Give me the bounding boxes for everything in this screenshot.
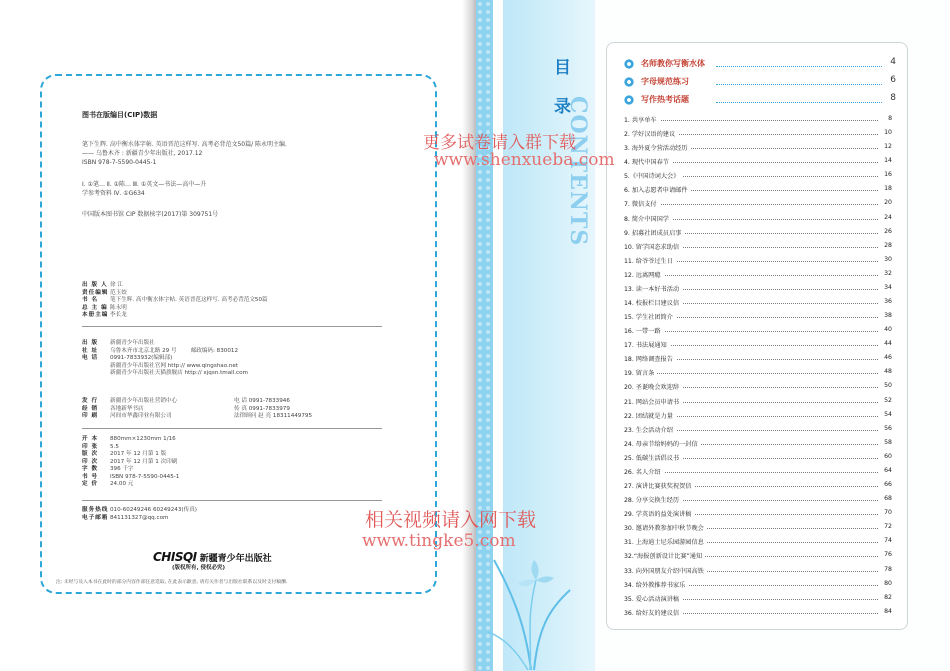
- toc-entry[interactable]: [624, 436, 892, 450]
- toc-entry-title: 14. 校报栏目建议信: [624, 298, 682, 307]
- toc-entry-title: 32.“海报创新设计比赛”通知: [624, 551, 705, 560]
- toc-entry[interactable]: [624, 492, 892, 506]
- toc-entry[interactable]: [624, 168, 892, 182]
- watermark-url: www.shenxueba.com: [434, 150, 615, 170]
- bullet-circle-icon: [624, 95, 634, 105]
- cip-line: Ⅰ. ①笔… Ⅱ. ①陈… Ⅲ. ①英文—书法—高中—升: [82, 181, 207, 188]
- toc-entry[interactable]: [624, 379, 892, 393]
- toc-entry[interactable]: [624, 309, 892, 323]
- toc-entry-title: 17. 书法展通知: [624, 340, 670, 349]
- info-value: 乌鲁木齐市北京北路 29 号: [110, 347, 177, 354]
- info-key: 电子邮箱: [82, 514, 109, 521]
- info-row: [82, 474, 179, 482]
- info-row: [82, 436, 179, 444]
- toc-entry-title: 29. 学英语的益处演讲稿: [624, 509, 695, 518]
- info-value: 新疆青少年出版社营销中心: [110, 398, 178, 404]
- toc-entry-title: 35. 爱心活动演讲稿: [624, 594, 682, 603]
- toc-entry-title: 28. 分享交换生经历: [624, 495, 682, 504]
- toc-entry[interactable]: [624, 140, 892, 154]
- toc-entry[interactable]: [624, 323, 892, 337]
- info-value: 396 千字: [110, 466, 134, 472]
- section-label: 名师教你写衡水体: [641, 59, 705, 68]
- info-value: 各地新华书店: [110, 405, 144, 412]
- toc-entry-page: 24: [884, 213, 892, 221]
- toc-entry-page: 66: [884, 481, 892, 489]
- cip-record: [82, 140, 287, 167]
- info-row: [82, 348, 248, 356]
- toc-entry[interactable]: [624, 126, 892, 140]
- toc-entry-title: 36. 给好友的建议信: [624, 608, 682, 617]
- divider: [82, 326, 382, 327]
- toc-section-1[interactable]: [624, 58, 896, 72]
- specs-block: [82, 436, 179, 489]
- info-value: 范玉姣: [110, 289, 127, 296]
- toc-entry-title: 16. 一带一路: [624, 326, 664, 335]
- toc-entry[interactable]: [624, 563, 892, 577]
- toc-entry-page: 68: [884, 495, 892, 503]
- toc-entry-title: 12. 远离网瘾: [624, 270, 664, 279]
- leader-dots: [630, 472, 878, 473]
- toc-entry-title: 5.《中国诗词大会》: [624, 171, 682, 180]
- toc-entry-page: 26: [884, 227, 892, 235]
- info-key: 字 数: [82, 466, 99, 472]
- info-value-extra: 法律顾问 赵 亮 18311449795: [234, 413, 313, 419]
- toc-entry-title: 20. 圣诞晚会欢迎辞: [624, 382, 682, 391]
- info-value: 徐 江: [110, 282, 123, 288]
- info-row: [82, 459, 179, 467]
- info-value: 880mm×1230mm 1/16: [110, 436, 176, 442]
- toc-entry[interactable]: [624, 196, 892, 210]
- cip-line: 学参考资料 Ⅳ. ①G634: [82, 190, 145, 197]
- toc-entry[interactable]: [624, 450, 892, 464]
- toc-entry[interactable]: [624, 422, 892, 436]
- toc-entry-page: 46: [884, 354, 892, 362]
- info-value: ISBN 978-7-5590-0445-1: [110, 473, 180, 480]
- toc-entries: [624, 112, 892, 619]
- cip-number: 中国版本图书馆 CIP 数据核字(2017)第 309751号: [82, 211, 219, 218]
- toc-entry-title: 30. 邀请外教参加中秋节晚会: [624, 523, 707, 532]
- toc-entry-page: 54: [884, 410, 892, 418]
- info-key: 印 刷: [82, 413, 99, 419]
- toc-entry-title: 18. 网络调查报告: [624, 354, 676, 363]
- section-page: 8: [890, 93, 896, 103]
- toc-entry-title: 21. 网站会员申请书: [624, 397, 682, 406]
- toc-entry-page: 28: [884, 241, 892, 249]
- toc-entry-page: 14: [884, 157, 892, 165]
- leader-dots: [630, 373, 878, 374]
- info-key: 发 行: [82, 398, 99, 404]
- spine-shadow: [462, 0, 476, 671]
- info-key: 责任编辑: [82, 289, 109, 296]
- contents-word: CONTENTS: [565, 96, 591, 247]
- cip-classification: [82, 180, 206, 198]
- info-key: 开 本: [82, 436, 99, 442]
- toc-entry[interactable]: [624, 534, 892, 548]
- toc-entry[interactable]: [624, 267, 892, 281]
- toc-entry-title: 4. 现代中国春节: [624, 157, 672, 166]
- publisher-block: [82, 340, 248, 378]
- info-row: [82, 413, 312, 421]
- info-value: 010-60249246 60249243(传真): [110, 507, 197, 513]
- toc-entry[interactable]: [624, 605, 892, 619]
- toc-entry-title: 3. 海外夏令营活动经历: [624, 143, 691, 152]
- watermark-text: 相关视频请入网下载: [365, 509, 537, 531]
- toc-entry[interactable]: [624, 112, 892, 126]
- info-row: [82, 398, 312, 406]
- info-row: [82, 481, 179, 489]
- toc-entry[interactable]: [624, 154, 892, 168]
- toc-entry-title: 10. 留学国态求助信: [624, 242, 682, 251]
- section-label: 写作热考话题: [641, 95, 689, 104]
- info-value: 李长龙: [110, 312, 127, 318]
- info-key: 电 话: [82, 355, 99, 361]
- info-row: [82, 515, 197, 523]
- toc-entry-page: 80: [884, 579, 892, 587]
- toc-entry[interactable]: [624, 225, 892, 239]
- footnote: 注: 未经与及入本书在此时的部分内容作部任意选取, 在此表示歉意, 请有关作者与出版社联系以及时支付稿酬.: [56, 580, 288, 585]
- info-key: 版 次: [82, 451, 99, 457]
- info-key: 出 版 人: [82, 282, 108, 288]
- info-value: 2017 年 12 月第 1 次印刷: [110, 458, 178, 465]
- info-key: 本册主编: [82, 312, 109, 318]
- toc-entry-title: 27. 演讲比赛获奖祝贺信: [624, 481, 695, 490]
- info-value: 841131327@qq.com: [110, 514, 169, 521]
- info-row: [82, 305, 268, 313]
- info-row: [82, 297, 268, 305]
- toc-entry-title: 34. 给外教推荐书家乐: [624, 580, 688, 589]
- info-row: [82, 451, 179, 459]
- leader-dots: [630, 331, 878, 332]
- info-row: [82, 466, 179, 474]
- toc-entry[interactable]: [624, 548, 892, 562]
- toc-entry[interactable]: [624, 281, 892, 295]
- toc-entry[interactable]: [624, 182, 892, 196]
- toc-entry[interactable]: [624, 239, 892, 253]
- info-value-extra: 传 真 0991-7833979: [234, 405, 290, 412]
- toc-entry[interactable]: [624, 464, 892, 478]
- bullet-circle-icon: [624, 77, 634, 87]
- section-page: 4: [890, 57, 896, 67]
- toc-entry-title: 6. 加入志愿者申请邮件: [624, 185, 691, 194]
- toc-entry[interactable]: [624, 478, 892, 492]
- info-value-extra: 电 话 0991-7833946: [234, 398, 290, 404]
- toc-entry-title: 11. 给爷爷过生日: [624, 256, 676, 265]
- toc-entry-page: 76: [884, 551, 892, 559]
- toc-entry-title: 9. 招募社团成员启事: [624, 228, 684, 237]
- toc-entry-page: 50: [884, 382, 892, 390]
- toc-entry-title: 22. 团结就是力量: [624, 411, 676, 420]
- info-value-extra: 邮政编码: 830012: [190, 347, 239, 354]
- leader-dots: [630, 275, 878, 276]
- toc-entry[interactable]: [624, 408, 892, 422]
- info-key: 社 址: [82, 347, 99, 354]
- toc-entry-page: 78: [884, 565, 892, 573]
- toc-entry-title: 24. 母亲节给妈妈的一封信: [624, 439, 701, 448]
- toc-entry-title: 25. 低碳生活倡议书: [624, 453, 682, 462]
- toc-entry-title: 33. 向外国朋友介绍中国高铁: [624, 566, 707, 575]
- toc-entry-page: 82: [884, 593, 892, 601]
- cip-title: 图书在版编目(CIP)数据: [82, 111, 158, 119]
- info-value: 24.00 元: [110, 481, 134, 487]
- info-value: 2017 年 12 月第 1 版: [110, 451, 167, 457]
- leader-dots: [630, 204, 878, 205]
- cip-line: ISBN 978-7-5590-0445-1: [82, 159, 157, 166]
- toc-entry[interactable]: [624, 506, 892, 520]
- toc-entry-page: 10: [884, 129, 892, 137]
- info-row: [82, 370, 248, 378]
- info-row: [82, 363, 248, 371]
- watermark-url: www.tingke5.com: [362, 531, 516, 551]
- toc-entry-page: 44: [884, 340, 892, 348]
- toc-entry-title: 2. 学好汉语的建议: [624, 129, 678, 138]
- toc-entry-title: 7. 微信支付: [624, 199, 660, 208]
- info-key: 印 次: [82, 458, 99, 465]
- section-page: 6: [890, 75, 896, 85]
- toc-entry[interactable]: [624, 591, 892, 605]
- info-row: [82, 355, 248, 363]
- toc-section-3[interactable]: [624, 94, 896, 108]
- info-key: 经 销: [82, 405, 99, 412]
- toc-entry-page: 70: [884, 509, 892, 517]
- info-key: 出 版: [82, 340, 99, 346]
- toc-entry-page: 34: [884, 283, 892, 291]
- info-key: 服务热线: [82, 507, 109, 513]
- toc-entry-page: 72: [884, 523, 892, 531]
- toc-entry[interactable]: [624, 253, 892, 267]
- toc-entry-page: 58: [884, 438, 892, 446]
- toc-entry-page: 56: [884, 424, 892, 432]
- info-value: 新疆青少年出版社天猫旗舰店 http:// xjqsn.tmall.com: [110, 370, 248, 376]
- toc-entry[interactable]: [624, 337, 892, 351]
- info-row: [82, 340, 248, 348]
- toc-heading: 目录: [550, 58, 570, 136]
- cip-line: 笔下生辉. 高中衡水体字帖. 英语晋范这样写. 高考必背范文50篇/ 陈永明主编.: [82, 141, 287, 148]
- toc-entry-page: 18: [884, 185, 892, 193]
- distribution-block: [82, 398, 312, 421]
- toc-entry-title: 8. 简介中国国学: [624, 214, 672, 223]
- info-row: [82, 507, 197, 515]
- info-row: [82, 282, 268, 290]
- toc-entry-title: 15. 学生社团简介: [624, 312, 676, 321]
- watermark-text: 更多试卷请入群下载: [423, 133, 576, 153]
- info-key: 书 名: [82, 297, 99, 303]
- info-value: 5.5: [110, 443, 119, 450]
- info-row: [82, 290, 268, 298]
- toc-entry-page: 64: [884, 466, 892, 474]
- toc-entry-page: 16: [884, 171, 892, 179]
- toc-entry-page: 38: [884, 312, 892, 320]
- toc-entry-page: 84: [884, 607, 892, 615]
- logo-mark: CHISQI: [153, 550, 197, 564]
- info-row: [82, 406, 312, 414]
- section-label: 字母规范练习: [641, 77, 689, 86]
- credits-block: [82, 282, 268, 320]
- info-value: 河间市华鑫印业有限公司: [110, 413, 172, 419]
- info-row: [82, 444, 179, 452]
- toc-entry-page: 20: [884, 199, 892, 207]
- toc-entry-page: 52: [884, 396, 892, 404]
- info-key: 书 号: [82, 473, 99, 480]
- info-value: 新疆青少年出版社官网 http:// www.qingshao.net: [110, 362, 238, 369]
- toc-entry[interactable]: [624, 520, 892, 534]
- toc-entry-page: 36: [884, 298, 892, 306]
- toc-entry-title: 1. 共享单车: [624, 115, 660, 124]
- toc-entry-page: 60: [884, 452, 892, 460]
- toc-entry-page: 74: [884, 537, 892, 545]
- rights-notice: (版权所有, 侵权必究): [172, 565, 226, 571]
- info-key: 印 张: [82, 443, 99, 450]
- toc-entry[interactable]: [624, 394, 892, 408]
- toc-entry-page: 40: [884, 326, 892, 334]
- toc-entry[interactable]: [624, 577, 892, 591]
- contact-block: [82, 507, 197, 522]
- toc-entry[interactable]: [624, 295, 892, 309]
- info-key: 定 价: [82, 481, 99, 487]
- info-value: 0991-7833932(编辑部): [110, 355, 173, 361]
- info-row: [82, 312, 268, 320]
- bullet-circle-icon: [624, 59, 634, 69]
- logo-name: 新疆青少年出版社: [199, 554, 272, 564]
- info-key: 总 主 编: [82, 304, 108, 311]
- toc-entry-page: 12: [884, 143, 892, 151]
- toc-entry-title: 19. 留言条: [624, 368, 657, 377]
- toc-entry-title: 13. 读一本好书活动: [624, 284, 682, 293]
- toc-entry-title: 31. 上海迪士尼乐园游园信息: [624, 537, 707, 546]
- toc-entry-page: 30: [884, 255, 892, 263]
- info-value: 陈永明: [110, 304, 127, 311]
- toc-entry[interactable]: [624, 211, 892, 225]
- info-value: 笔下生辉. 高中衡水体字帖. 英语晋范这样写. 高考必背范文50篇: [110, 297, 268, 303]
- divider: [82, 428, 382, 429]
- leader-dots: [630, 120, 878, 121]
- toc-entry-page: 48: [884, 368, 892, 376]
- info-value: 新疆青少年出版社: [110, 340, 155, 346]
- toc-entry-page: 32: [884, 269, 892, 277]
- toc-entry-title: 23. 生会活动介绍: [624, 425, 676, 434]
- toc-entry[interactable]: [624, 365, 892, 379]
- toc-entry-page: 8: [888, 115, 892, 122]
- divider: [82, 500, 382, 501]
- cip-line: —— 乌鲁木齐 : 新疆青少年出版社, 2017.12: [82, 150, 203, 157]
- toc-section-2[interactable]: [624, 76, 896, 90]
- toc-entry-title: 26. 名人介绍: [624, 467, 664, 476]
- toc-entry[interactable]: [624, 351, 892, 365]
